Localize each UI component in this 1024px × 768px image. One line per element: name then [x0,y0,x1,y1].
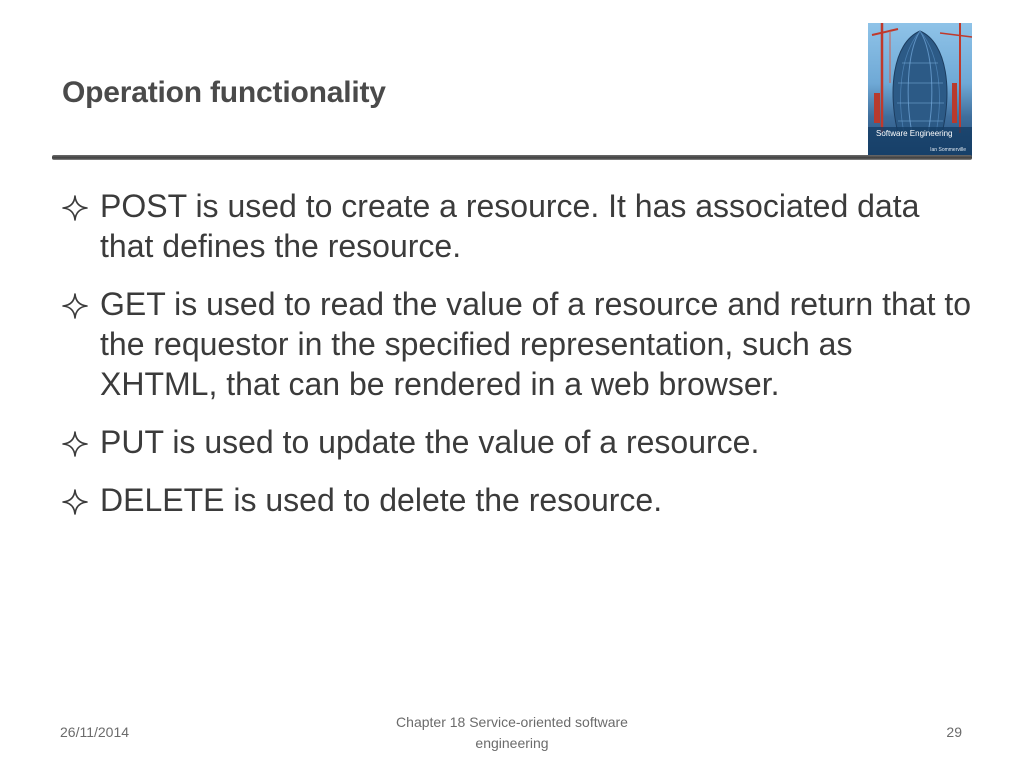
footer-page-number: 29 [946,724,962,740]
four-point-star-icon [62,195,88,221]
four-point-star-icon [62,431,88,457]
cover-title: Software Engineering [876,129,953,138]
bullet-text: GET is used to read the value of a resource and return that to the requestor in the specified representation, such as XHTML, that can be rendered in a web browser. [100,286,972,402]
bullet-item [62,186,972,266]
bullet-item [62,284,972,404]
title-divider [52,155,972,160]
cover-author: Ian Sommerville [930,147,966,153]
bullet-list [62,186,972,538]
four-point-star-icon [62,293,88,319]
slide-title: Operation functionality [62,76,386,109]
four-point-star-icon [62,489,88,515]
book-cover-image [868,23,972,157]
footer-chapter: Chapter 18 Service-oriented software engineering [396,714,628,751]
bullet-text: DELETE is used to delete the resource. [100,482,663,518]
bullet-item [62,422,972,462]
bullet-item [62,480,972,520]
bullet-text: PUT is used to update the value of a resource. [100,424,760,460]
bullet-text: POST is used to create a resource. It has associated data that defines the resource. [100,188,920,264]
footer-date: 26/11/2014 [60,724,130,740]
